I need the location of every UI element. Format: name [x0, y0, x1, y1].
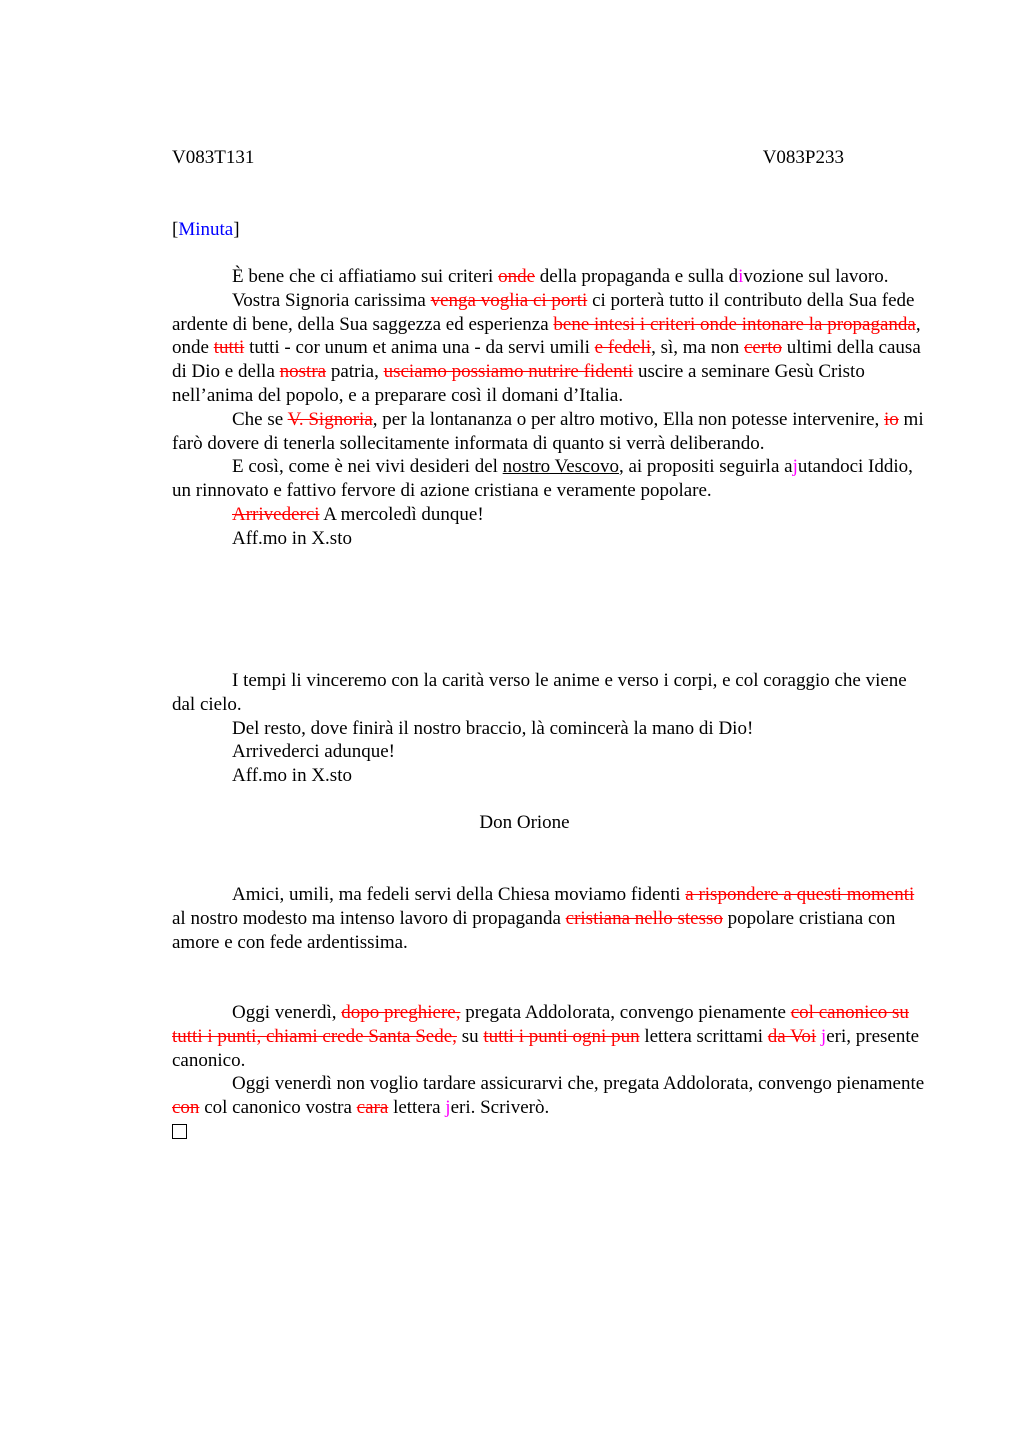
deleted-text: dopo preghiere,	[341, 1002, 461, 1023]
deleted-text: Arrivederci	[232, 503, 320, 525]
text-run: lettera scrittami	[639, 1025, 768, 1047]
text-run: al nostro modesto ma intenso lavoro di propaganda	[172, 907, 566, 929]
section-2	[172, 669, 932, 788]
page-header	[172, 146, 844, 170]
deleted-text: tutti	[213, 337, 245, 359]
text-run: popolare cristiana con amore e con fede ardentissima.	[172, 907, 896, 953]
section-4	[172, 1001, 932, 1120]
paragraph	[172, 455, 932, 503]
paragraph	[172, 408, 932, 456]
text-run: E così, come è nei vivi desideri del	[232, 456, 503, 478]
text-run: patria,	[326, 361, 384, 383]
text-run: uscire a seminare Gesù Cristo nell’anima del popolo, e a preparare così il domani d’Italia.	[172, 361, 865, 406]
deleted-text: col canonico su tutti i punti, chiami crede Santa Sede,	[172, 1002, 909, 1047]
text-run: eri, presente canonico.	[172, 1025, 920, 1071]
paragraph	[172, 289, 932, 408]
signature: Don Orione	[479, 812, 570, 833]
text-run: col canonico vostra	[199, 1097, 357, 1119]
text-run: ci porterà tutto il contributo della Sua fede ardente di bene, della Sua saggezza ed esperienza	[172, 289, 915, 335]
inserted-text: i	[738, 266, 744, 287]
text-run: mi farò dovere di tenerla sollecitamente informata di quanto si verrà deliberando.	[172, 408, 924, 454]
paragraph	[172, 1072, 932, 1120]
text-run: Oggi venerdì,	[232, 1002, 342, 1023]
paragraph: Arrivederci adunque!	[232, 741, 396, 763]
text-run: vozione sul lavoro.	[743, 266, 889, 287]
text-run: , onde	[172, 313, 921, 359]
text-run: utandoci Iddio, un rinnovato e fattivo fervore di azione cristiana e veramente popolare.	[172, 456, 913, 502]
bracket-close: ]	[233, 219, 240, 240]
deleted-text: usciamo possiamo nutrire fidenti	[383, 361, 634, 383]
deleted-text: io	[884, 408, 899, 430]
deleted-text: e fedeli	[594, 337, 652, 359]
deleted-text: a rispondere a questi momenti	[685, 884, 915, 905]
inserted-text: j	[445, 1097, 451, 1119]
text-run: Che se	[232, 408, 288, 430]
deleted-text: venga voglia ci porti	[430, 289, 588, 311]
deleted-text: tutti i punti ogni pun	[483, 1025, 640, 1047]
text-run: Vostra Signoria carissima	[232, 289, 431, 311]
deleted-text: con	[172, 1097, 200, 1119]
deleted-text: certo	[744, 337, 782, 359]
deleted-text: bene intesi i criteri onde intonare la propaganda	[553, 313, 916, 335]
minuta-label: Minuta	[178, 219, 234, 240]
text-run: A mercoledì dunque!	[319, 503, 484, 525]
deleted-text: V. Signoria	[287, 408, 373, 430]
text-run: pregata Addolorata, convengo pienamente	[460, 1002, 791, 1023]
draft-label	[172, 218, 240, 242]
paragraph	[172, 883, 932, 954]
text-run: ultimi della causa di Dio e della	[172, 337, 921, 383]
deleted-text: da Voi	[767, 1025, 817, 1047]
text-run: eri. Scriverò.	[450, 1097, 550, 1119]
text-run: , sì, ma non	[651, 337, 744, 359]
text-run: tutti - cor unum et anima una - da servi umili	[244, 337, 595, 359]
deleted-text: cara	[356, 1097, 389, 1119]
text-run: , ai propositi seguirla a	[618, 456, 793, 478]
paragraph: Del resto, dove finirà il nostro braccio, là comincerà la mano di Dio!	[232, 717, 754, 739]
paragraph	[172, 265, 932, 289]
text-run: È bene che ci affiatiamo sui criteri	[232, 266, 499, 287]
text-run: della propaganda e sulla d	[535, 266, 739, 287]
underlined-text: nostro Vescovo	[502, 456, 619, 478]
paragraph: I tempi li vinceremo con la carità verso le anime e verso i corpi, e col coraggio che viene dal cielo.	[172, 670, 907, 715]
deleted-text: nostra	[279, 361, 327, 383]
closing-line: Aff.mo in X.sto	[232, 527, 352, 549]
inserted-text: j	[792, 456, 798, 478]
paragraph	[172, 1001, 932, 1072]
text-run: su	[456, 1025, 484, 1047]
bracket-open: [	[172, 219, 179, 240]
deleted-text: cristiana nello stesso	[565, 907, 723, 929]
text-run: , per la lontananza o per altro motivo, Ella non potesse intervenire,	[372, 408, 885, 430]
section-3	[172, 883, 932, 954]
document-code-right: V083P233	[762, 147, 844, 168]
text-run: Amici, umili, ma fedeli servi della Chiesa moviamo fidenti	[232, 884, 686, 905]
document-code-left: V083T131	[172, 147, 255, 168]
deleted-text: onde	[498, 266, 535, 287]
closing-line: Aff.mo in X.sto	[232, 765, 352, 787]
text-run: Oggi venerdì non voglio tardare assicurarvi che, pregata Addolorata, convengo pienamente	[232, 1073, 925, 1095]
section-1	[172, 265, 932, 551]
text-run: lettera	[388, 1097, 446, 1119]
end-marker-square-icon	[172, 1124, 187, 1139]
inserted-text: j	[820, 1025, 827, 1047]
paragraph	[172, 503, 932, 527]
